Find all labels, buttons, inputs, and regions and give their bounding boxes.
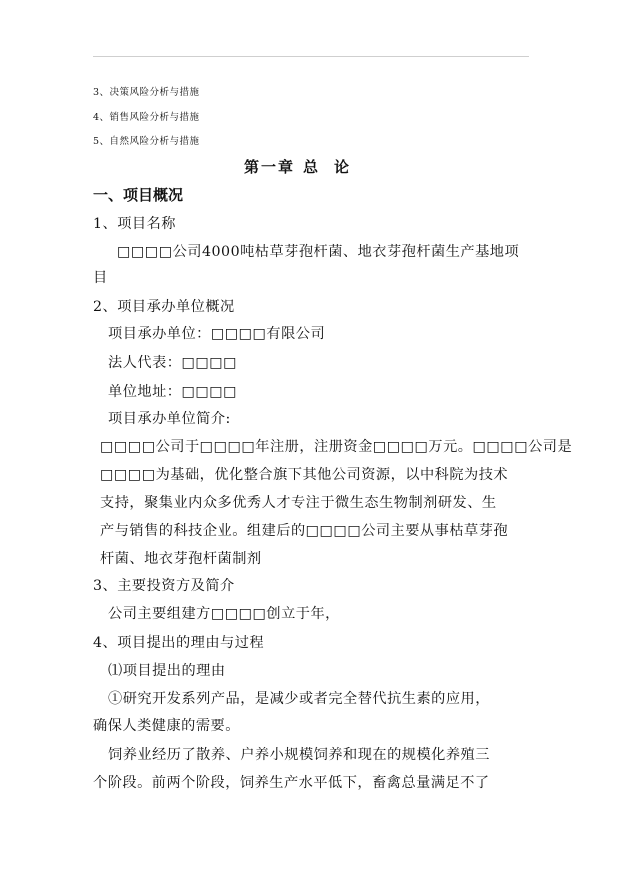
project-name-line: 目 (93, 270, 108, 286)
subsection-heading: 1、项目名称 (93, 216, 176, 232)
intro-line: □□□□公司于□□□□年注册，注册资金□□□□万元。□□□□公司是 (100, 439, 573, 455)
reason-line: ①研究开发系列产品，是减少或者完全替代抗生素的应用， (108, 691, 490, 707)
chapter-title-b: 论 (334, 158, 352, 176)
subsection-heading: 2、项目承办单位概况 (93, 299, 235, 315)
paragraph-line: 饲养业经历了散养、户养小规模饲养和现在的规模化养殖三 (108, 747, 490, 763)
address-line: 单位地址：□□□□ (108, 384, 238, 400)
reason-line: 确保人类健康的需要。 (93, 718, 240, 734)
paragraph-line: 个阶段。前两个阶段，饲养生产水平低下，畜禽总量满足不了 (93, 775, 490, 791)
unit-line: 项目承办单位：□□□□有限公司 (108, 326, 326, 342)
investor-line: 公司主要组建方□□□□创立于年， (108, 606, 340, 622)
intro-line: □□□□为基础，优化整合旗下其他公司资源，以中科院为技术 (100, 467, 509, 483)
toc-item: 3、决策风险分析与措施 (93, 87, 200, 98)
intro-line: 支持，聚集业内众多优秀人才专注于微生态生物制剂研发、生 (100, 495, 497, 511)
chapter-title-a: 总 (303, 158, 321, 176)
toc-item: 5、自然风险分析与措施 (93, 136, 200, 147)
section-heading: 一、项目概况 (93, 186, 184, 204)
intro-line: 产与销售的科技企业。组建后的□□□□公司主要从事枯草芽孢 (100, 523, 509, 539)
header-rule (93, 56, 529, 57)
intro-title: 项目承办单位简介: (108, 411, 231, 427)
chapter-number: 第一章 (244, 158, 296, 176)
subsection-heading: 3、主要投资方及简介 (93, 578, 235, 594)
subsection-heading: 4、项目提出的理由与过程 (93, 635, 265, 651)
intro-line: 杆菌、地衣芽孢杆菌制剂 (100, 551, 262, 567)
toc-item: 4、销售风险分析与措施 (93, 112, 200, 123)
legal-rep-line: 法人代表：□□□□ (108, 355, 238, 371)
project-name-line: □□□□公司4000吨枯草芽孢杆菌、地衣芽孢杆菌生产基地项 (117, 244, 520, 260)
reason-title: ⑴项目提出的理由 (108, 663, 226, 679)
chapter-title (244, 156, 359, 177)
